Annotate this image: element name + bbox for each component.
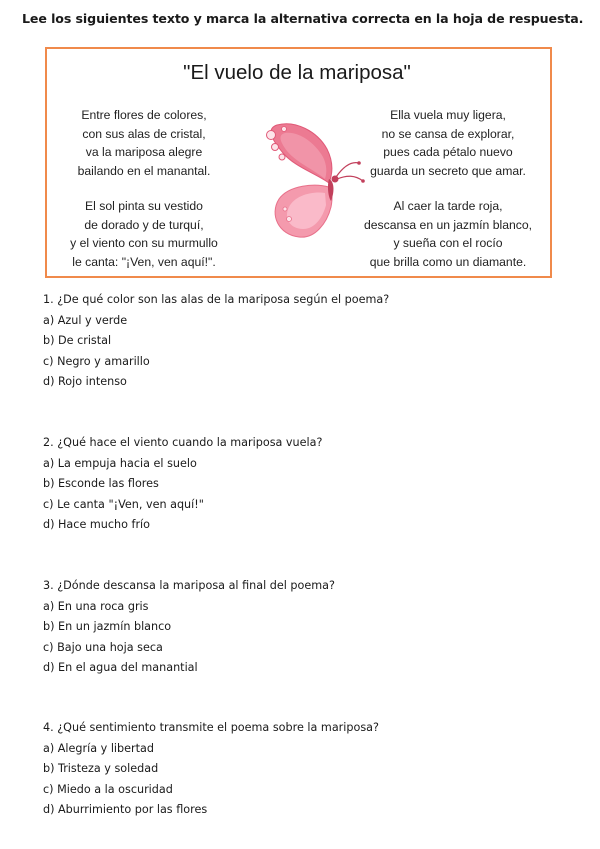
poem-line: con sus alas de cristal, xyxy=(82,126,206,141)
butterfly-illustration xyxy=(255,123,367,241)
poem-stanza-4 xyxy=(353,197,543,271)
answer-option: d) Rojo intenso xyxy=(43,375,127,388)
poem-line: que brilla como un diamante. xyxy=(369,254,527,269)
poem-box xyxy=(45,47,552,278)
answer-option: b) De cristal xyxy=(43,334,112,347)
question-text: 2. ¿Qué hace el viento cuando la mariposa vuela? xyxy=(43,436,323,449)
answer-option: d) Aburrimiento por las flores xyxy=(43,803,208,816)
question-2 xyxy=(43,433,563,536)
poem-line: no se cansa de explorar, xyxy=(381,126,515,141)
question-text: 4. ¿Qué sentimiento transmite el poema sobre la mariposa? xyxy=(43,721,379,734)
answer-option: c) Miedo a la oscuridad xyxy=(43,782,173,796)
answer-option: c) Le canta "¡Ven, ven aquí!" xyxy=(43,497,204,511)
poem-line: descansa en un jazmín blanco, xyxy=(363,217,533,232)
poem-line: y el viento con su murmullo xyxy=(70,236,218,250)
answer-option: a) Azul y verde xyxy=(43,313,128,327)
answer-option: d) Hace mucho frío xyxy=(43,518,151,531)
question-1 xyxy=(43,290,563,393)
answer-option: d) En el agua del manantial xyxy=(43,661,198,674)
poem-line: va la mariposa alegre xyxy=(85,145,203,159)
answer-option: b) Tristeza y soledad xyxy=(43,762,159,775)
answer-option: b) Esconde las flores xyxy=(43,477,159,490)
poem-line: pues cada pétalo nuevo xyxy=(383,145,513,159)
poem-line: de dorado y de turquí, xyxy=(84,217,204,232)
instruction-heading: Lee los siguientes texto y marca la alternativa correcta en la hoja de respuesta. xyxy=(22,11,584,26)
poem-line: Ella vuela muy ligera, xyxy=(390,108,506,122)
poem-stanza-3 xyxy=(353,106,543,180)
poem-line: guarda un secreto que amar. xyxy=(370,163,526,178)
answer-option: c) Negro y amarillo xyxy=(43,354,150,368)
poem-stanza-1 xyxy=(59,106,229,180)
poem-line: El sol pinta su vestido xyxy=(85,199,203,213)
answer-option: a) La empuja hacia el suelo xyxy=(43,456,197,470)
answer-option: b) En un jazmín blanco xyxy=(43,620,172,633)
answer-option: a) Alegría y libertad xyxy=(43,741,154,755)
poem-line: Al caer la tarde roja, xyxy=(393,199,503,213)
poem-line: y sueña con el rocío xyxy=(393,236,503,250)
question-text: 1. ¿De qué color son las alas de la mariposa según el poema? xyxy=(43,293,390,306)
question-3 xyxy=(43,576,563,679)
poem-stanza-2 xyxy=(59,197,229,271)
answer-option: c) Bajo una hoja seca xyxy=(43,640,163,654)
answer-option: a) En una roca gris xyxy=(43,599,149,613)
poem-line: le canta: "¡Ven, ven aquí!". xyxy=(72,254,216,269)
poem-line: bailando en el manantal. xyxy=(77,163,211,178)
question-4 xyxy=(43,718,563,821)
poem-line: Entre flores de colores, xyxy=(81,108,207,122)
question-text: 3. ¿Dónde descansa la mariposa al final del poema? xyxy=(43,579,335,592)
poem-title: "El vuelo de la mariposa" xyxy=(183,61,411,84)
